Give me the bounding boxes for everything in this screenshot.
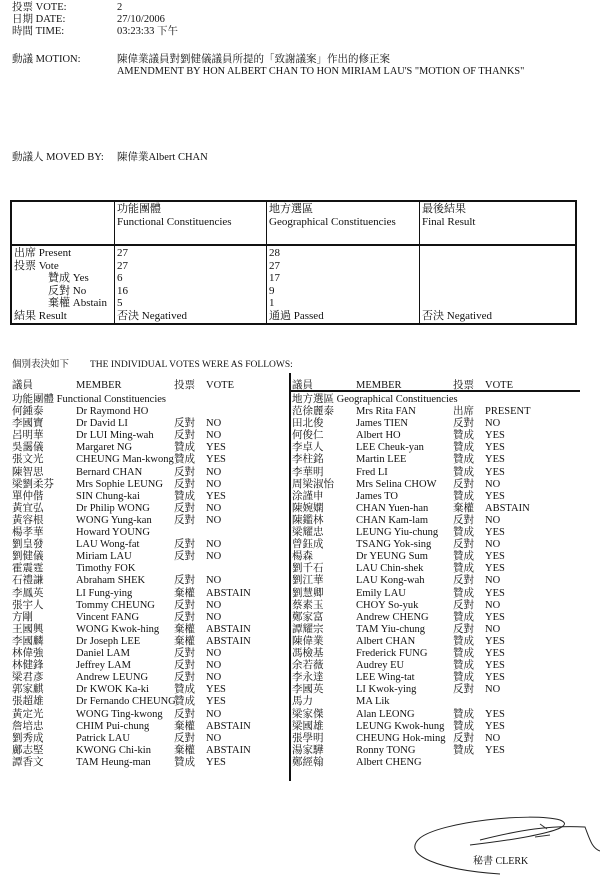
member-name-zh: 黃定光	[12, 708, 44, 720]
time-label: 時間 TIME:	[12, 26, 65, 37]
member-name-en: Ronny TONG	[356, 744, 416, 756]
header-en: Functional Constituencies	[117, 215, 232, 228]
functional-section-title: 功能團體 Functional Constituencies	[12, 394, 166, 405]
member-name-en: Patrick LAU	[76, 732, 130, 744]
vote-zh: 贊成	[174, 442, 195, 454]
vote-zh: 贊成	[174, 756, 195, 768]
vote-en: YES	[206, 756, 226, 768]
vote-zh: 贊成	[453, 660, 474, 672]
vote-en: YES	[206, 696, 226, 708]
member-name-en: SIN Chung-kai	[76, 490, 140, 502]
member-name-zh: 李鳳英	[12, 587, 44, 599]
vote-en: YES	[485, 466, 505, 478]
label-abstain: 棄權 Abstain	[48, 297, 107, 309]
vote-en: ABSTAIN	[206, 623, 251, 635]
vote-zh: 棄權	[453, 502, 474, 514]
geographical-section-title: 地方選區 Geographical Constituencies	[292, 394, 458, 405]
member-name-en: LAU Kong-wah	[356, 575, 425, 587]
vote-en: YES	[206, 490, 226, 502]
member-name-en: LEE Wing-tat	[356, 672, 415, 684]
vote-en: NO	[485, 732, 501, 744]
vote-en: NO	[206, 418, 222, 430]
row-labels	[11, 245, 115, 324]
vote-zh: 反對	[174, 430, 195, 442]
fc-result: 否決 Negatived	[117, 309, 187, 322]
vote-zh: 反對	[453, 478, 474, 490]
member-name-zh: 梁君彥	[12, 672, 44, 684]
vote-zh: 棄權	[174, 744, 195, 756]
member-name-en: LEUNG Kwok-hung	[356, 720, 445, 732]
vote-en: NO	[485, 539, 501, 551]
member-name-zh: 劉慧卿	[292, 587, 324, 599]
vote-zh: 贊成	[453, 708, 474, 720]
vote-en: YES	[206, 454, 226, 466]
vote-zh: 反對	[174, 418, 195, 430]
vote-zh: 贊成	[453, 720, 474, 732]
member-name-en: Mrs Selina CHOW	[356, 478, 437, 490]
member-name-en: Dr Raymond HO	[76, 406, 149, 417]
member-name-zh: 譚耀宗	[292, 623, 324, 635]
member-name-zh: 李國寶	[12, 418, 44, 430]
fc-yes: 6	[117, 272, 123, 284]
vote-zh-header: 投票	[453, 380, 474, 391]
vote-zh: 反對	[453, 732, 474, 744]
vote-en: NO	[206, 599, 222, 611]
member-name-zh: 馬力	[292, 696, 313, 708]
member-name-zh: 黃宜弘	[12, 502, 44, 514]
member-name-en: Dr Fernando CHEUNG	[76, 696, 176, 708]
vote-zh: 贊成	[453, 563, 474, 575]
member-name-en: Dr Philip WONG	[76, 502, 150, 514]
vote-zh: 反對	[453, 599, 474, 611]
member-name-en: Vincent FANG	[76, 611, 140, 623]
member-name-zh: 李華明	[292, 466, 324, 478]
member-name-zh: 陳偉業	[292, 635, 324, 647]
final-result-cell	[420, 245, 577, 324]
member-name-zh: 余若薇	[292, 660, 324, 672]
member-name-en: Dr Joseph LEE	[76, 635, 141, 647]
member-name-zh: 范徐麗泰	[292, 406, 334, 417]
vote-en: NO	[206, 478, 222, 490]
gc-present: 28	[269, 247, 280, 259]
member-name-zh: 馮檢基	[292, 648, 324, 659]
member-name-en: WONG Ting-kwong	[76, 708, 163, 720]
member-name-zh: 楊森	[292, 551, 313, 563]
member-name-en: Jeffrey LAM	[76, 660, 131, 672]
member-name-zh: 鄺志堅	[12, 744, 44, 756]
member-name-zh: 劉江華	[292, 575, 324, 587]
vote-en: PRESENT	[485, 406, 531, 417]
header-zh: 最後結果	[422, 203, 466, 215]
member-name-zh: 湯家驊	[292, 744, 324, 756]
member-name-zh: 何鍾泰	[12, 406, 44, 417]
vote-en: NO	[485, 418, 501, 430]
member-name-en: James TIEN	[356, 418, 409, 430]
member-name-zh: 李柱銘	[292, 454, 324, 466]
member-name-zh: 梁家傑	[292, 708, 324, 720]
vote-en: YES	[485, 551, 505, 563]
vote-zh: 贊成	[453, 587, 474, 599]
label-result: 結果 Result	[14, 309, 67, 322]
vote-en: NO	[485, 623, 501, 635]
summary-table	[10, 200, 577, 325]
header-en: Final Result	[422, 215, 476, 228]
vote-en: YES	[485, 587, 505, 599]
label-no: 反對 No	[48, 284, 87, 297]
member-header: MEMBER	[356, 380, 402, 391]
vote-zh: 贊成	[453, 490, 474, 502]
member-name-en: Audrey EU	[356, 660, 405, 672]
member-name-zh: 梁劉柔芬	[12, 478, 54, 490]
member-name-zh: 涂謹申	[292, 490, 324, 502]
member-name-zh: 霍震霆	[12, 563, 44, 575]
vote-header: VOTE	[485, 380, 513, 391]
vote-en: NO	[485, 684, 501, 696]
vote-number-value: 2	[117, 2, 123, 13]
vote-en: YES	[485, 442, 505, 454]
vote-en: ABSTAIN	[206, 744, 251, 756]
vote-zh: 反對	[174, 575, 195, 587]
vote-en: YES	[485, 744, 505, 756]
vote-en: YES	[485, 660, 505, 672]
vote-en: YES	[485, 430, 505, 442]
member-name-zh: 曾鈺成	[292, 539, 324, 551]
member-name-zh: 李永達	[292, 672, 324, 684]
vote-en: NO	[206, 430, 222, 442]
member-name-en: Dr David LI	[76, 418, 128, 430]
clerk-signature	[380, 800, 600, 876]
vote-zh: 棄權	[174, 623, 195, 635]
member-name-zh: 單仲偕	[12, 490, 44, 502]
member-name-en: CHAN Kam-lam	[356, 514, 429, 526]
vote-zh: 贊成	[174, 454, 195, 466]
date-value: 27/10/2006	[117, 14, 165, 25]
member-name-zh: 陳婉嫻	[292, 502, 324, 514]
vote-en: YES	[485, 611, 505, 623]
column-divider	[289, 373, 291, 781]
fc-abstain: 5	[117, 297, 123, 309]
fc-present: 27	[117, 247, 128, 259]
member-name-en: Emily LAU	[356, 587, 406, 599]
final-result-value: 否決 Negatived	[422, 309, 492, 322]
vote-en: NO	[206, 732, 222, 744]
member-name-zh: 林偉強	[12, 648, 44, 659]
vote-zh: 贊成	[174, 490, 195, 502]
member-name-zh: 吳靄儀	[12, 442, 44, 454]
motion-title-zh: 陳偉業議員對劉健儀議員所提的「致謝議案」作出的修正案	[117, 54, 390, 65]
member-name-zh: 梁耀忠	[292, 527, 324, 538]
vote-zh: 反對	[174, 514, 195, 526]
vote-en: ABSTAIN	[206, 587, 251, 599]
vote-zh: 贊成	[453, 635, 474, 647]
member-name-zh: 劉皇發	[12, 539, 44, 551]
member-name-zh: 呂明華	[12, 430, 44, 442]
geographical-header	[267, 201, 420, 245]
member-name-en: Frederick FUNG	[356, 648, 428, 659]
vote-zh: 贊成	[453, 551, 474, 563]
vote-zh: 贊成	[453, 648, 474, 659]
member-name-zh: 周梁淑怡	[292, 478, 334, 490]
member-name-en: LEE Cheuk-yan	[356, 442, 424, 454]
motion-title-en: AMENDMENT BY HON ALBERT CHAN TO HON MIRIAM LAU'S "MOTION OF THANKS"	[117, 66, 525, 77]
vote-en: YES	[485, 454, 505, 466]
vote-en: YES	[485, 648, 505, 659]
label-present: 出席 Present	[14, 247, 72, 259]
vote-zh: 反對	[453, 623, 474, 635]
member-name-en: James TO	[356, 490, 398, 502]
vote-en: YES	[206, 684, 226, 696]
member-name-zh: 張宇人	[12, 599, 44, 611]
member-name-zh: 李國麟	[12, 635, 44, 647]
member-name-zh: 何俊仁	[292, 430, 324, 442]
vote-zh: 反對	[174, 732, 195, 744]
member-name-en: Albert CHENG	[356, 756, 422, 768]
member-name-en: LI Fung-ying	[76, 587, 133, 599]
final-result-header	[420, 201, 577, 245]
member-name-zh: 李卓人	[292, 442, 324, 454]
member-name-zh: 林健鋒	[12, 660, 44, 672]
member-name-zh: 張文光	[12, 454, 44, 466]
vote-en: YES	[485, 635, 505, 647]
member-zh-header: 議員	[292, 380, 313, 391]
member-name-en: Dr KWOK Ka-ki	[76, 684, 149, 696]
vote-zh: 反對	[174, 466, 195, 478]
member-name-en: Albert HO	[356, 430, 401, 442]
member-name-en: Abraham SHEK	[76, 575, 146, 587]
member-name-zh: 王國興	[12, 623, 44, 635]
member-name-en: TSANG Yok-sing	[356, 539, 432, 551]
vote-en: ABSTAIN	[206, 635, 251, 647]
vote-zh: 反對	[453, 418, 474, 430]
member-name-zh: 李國英	[292, 684, 324, 696]
vote-zh: 棄權	[174, 587, 195, 599]
functional-values	[115, 245, 267, 324]
member-name-en: WONG Yung-kan	[76, 514, 152, 526]
vote-zh: 反對	[453, 539, 474, 551]
gc-yes: 17	[269, 272, 280, 284]
member-name-zh: 劉秀成	[12, 732, 44, 744]
vote-zh: 贊成	[453, 442, 474, 454]
vote-zh: 反對	[174, 660, 195, 672]
clerk-label: 秘書 CLERK	[473, 856, 529, 867]
member-name-en: Fred LI	[356, 466, 388, 478]
member-name-zh: 郭家麒	[12, 684, 44, 696]
member-name-zh: 詹培忠	[12, 720, 44, 732]
functional-header	[115, 201, 267, 245]
vote-zh: 贊成	[453, 454, 474, 466]
member-name-en: Timothy FOK	[76, 563, 136, 575]
vote-en: NO	[206, 466, 222, 478]
member-name-en: Daniel LAM	[76, 648, 130, 659]
vote-zh: 棄權	[174, 720, 195, 732]
label-vote: 投票 Vote	[14, 259, 59, 272]
member-name-en: Mrs Rita FAN	[356, 406, 416, 417]
vote-en: NO	[206, 708, 222, 720]
vote-zh: 贊成	[453, 611, 474, 623]
member-name-en: LAU Wong-fat	[76, 539, 140, 551]
vote-zh: 反對	[453, 575, 474, 587]
moved-by-value: 陳偉業Albert CHAN	[117, 152, 208, 163]
member-name-en: TAM Heung-man	[76, 756, 151, 768]
member-name-en: KWONG Chi-kin	[76, 744, 151, 756]
member-name-zh: 陳鑑林	[292, 514, 324, 526]
vote-en: NO	[485, 514, 501, 526]
member-name-en: Dr YEUNG Sum	[356, 551, 428, 563]
vote-zh: 棄權	[174, 635, 195, 647]
member-name-zh: 劉千石	[292, 563, 324, 575]
vote-zh: 贊成	[453, 527, 474, 538]
vote-en: YES	[485, 563, 505, 575]
member-name-en: Howard YOUNG	[76, 527, 150, 538]
member-name-zh: 張學明	[292, 732, 324, 744]
member-name-en: Mrs Sophie LEUNG	[76, 478, 163, 490]
vote-zh: 反對	[453, 684, 474, 696]
header-en: Geographical Constituencies	[269, 215, 396, 228]
vote-en: YES	[485, 527, 505, 538]
gc-no: 9	[269, 284, 275, 297]
member-name-zh: 黃容根	[12, 514, 44, 526]
member-name-en: Tommy CHEUNG	[76, 599, 155, 611]
member-name-en: CHAN Yuen-han	[356, 502, 429, 514]
vote-zh: 反對	[174, 502, 195, 514]
member-name-en: Martin LEE	[356, 454, 407, 466]
vote-zh-header: 投票	[174, 380, 195, 391]
vote-zh: 反對	[174, 672, 195, 684]
member-name-zh: 石禮謙	[12, 575, 44, 587]
member-name-en: CHOY So-yuk	[356, 599, 419, 611]
vote-en: NO	[206, 575, 222, 587]
member-name-en: Miriam LAU	[76, 551, 132, 563]
vote-en: ABSTAIN	[485, 502, 530, 514]
member-name-en: CHEUNG Man-kwong	[76, 454, 174, 466]
member-name-en: Bernard CHAN	[76, 466, 143, 478]
member-name-en: Andrew LEUNG	[76, 672, 149, 684]
member-name-zh: 鄭經翰	[292, 756, 324, 768]
vote-zh: 贊成	[453, 672, 474, 684]
member-name-en: LI Kwok-ying	[356, 684, 417, 696]
vote-zh: 反對	[174, 708, 195, 720]
member-zh-header: 議員	[12, 380, 33, 391]
member-name-en: Alan LEONG	[356, 708, 415, 720]
gc-result: 通過 Passed	[269, 309, 324, 322]
vote-number-label: 投票 VOTE:	[12, 2, 67, 13]
member-name-zh: 梁國雄	[292, 720, 324, 732]
vote-en: YES	[485, 708, 505, 720]
vote-en: NO	[206, 551, 222, 563]
vote-en: ABSTAIN	[206, 720, 251, 732]
vote-zh: 出席	[453, 406, 474, 417]
member-name-zh: 田北俊	[292, 418, 324, 430]
vote-zh: 反對	[453, 514, 474, 526]
member-name-zh: 陳智思	[12, 466, 44, 478]
member-name-zh: 鄭家富	[292, 611, 324, 623]
gc-abstain: 1	[269, 297, 275, 309]
motion-label: 動議 MOTION:	[12, 54, 81, 65]
member-name-en: WONG Kwok-hing	[76, 623, 160, 635]
vote-en: NO	[206, 502, 222, 514]
vote-zh: 反對	[174, 478, 195, 490]
member-name-en: CHEUNG Hok-ming	[356, 732, 446, 744]
vote-zh: 反對	[174, 599, 195, 611]
label-yes: 贊成 Yes	[48, 272, 89, 284]
individual-votes-heading-zh: 個別表決如下	[12, 360, 70, 370]
vote-zh: 贊成	[453, 744, 474, 756]
member-name-en: TAM Yiu-chung	[356, 623, 426, 635]
header-underline	[290, 390, 580, 392]
date-label: 日期 DATE:	[12, 14, 66, 25]
vote-zh: 反對	[174, 611, 195, 623]
vote-en: YES	[485, 672, 505, 684]
geographical-values	[267, 245, 420, 324]
member-name-en: CHIM Pui-chung	[76, 720, 150, 732]
vote-zh: 反對	[174, 648, 195, 659]
member-name-en: MA Lik	[356, 696, 390, 708]
member-name-zh: 張超雄	[12, 696, 44, 708]
gc-vote: 27	[269, 259, 280, 272]
member-name-zh: 劉健儀	[12, 551, 44, 563]
time-value: 03:23:33 下午	[117, 26, 178, 37]
vote-en: NO	[485, 599, 501, 611]
member-name-en: LEUNG Yiu-chung	[356, 527, 439, 538]
member-name-en: Albert CHAN	[356, 635, 416, 647]
vote-en: NO	[206, 611, 222, 623]
member-name-en: LAU Chin-shek	[356, 563, 424, 575]
vote-zh: 贊成	[174, 696, 195, 708]
member-name-en: Dr LUI Ming-wah	[76, 430, 154, 442]
vote-en: NO	[206, 672, 222, 684]
member-name-en: Margaret NG	[76, 442, 133, 454]
vote-en: NO	[206, 514, 222, 526]
vote-en: NO	[485, 575, 501, 587]
vote-en: NO	[485, 478, 501, 490]
vote-en: YES	[485, 490, 505, 502]
fc-vote: 27	[117, 259, 128, 272]
moved-by-label: 動議人 MOVED BY:	[12, 152, 104, 163]
vote-zh: 反對	[174, 539, 195, 551]
header-zh: 功能團體	[117, 203, 161, 215]
individual-votes-heading-en: THE INDIVIDUAL VOTES WERE AS FOLLOWS:	[90, 360, 293, 370]
vote-header: VOTE	[206, 380, 234, 391]
fc-no: 16	[117, 284, 128, 297]
vote-zh: 贊成	[453, 466, 474, 478]
vote-en: NO	[206, 648, 222, 659]
vote-en: YES	[485, 720, 505, 732]
vote-en: YES	[206, 442, 226, 454]
vote-zh: 贊成	[174, 684, 195, 696]
vote-zh: 反對	[174, 551, 195, 563]
member-name-zh: 譚香文	[12, 756, 44, 768]
vote-zh: 贊成	[453, 430, 474, 442]
member-name-zh: 蔡素玉	[292, 599, 324, 611]
header-zh: 地方選區	[269, 203, 313, 215]
member-name-zh: 楊孝華	[12, 527, 44, 538]
member-header: MEMBER	[76, 380, 122, 391]
vote-en: NO	[206, 660, 222, 672]
vote-en: NO	[206, 539, 222, 551]
member-name-zh: 方剛	[12, 611, 33, 623]
member-name-en: Andrew CHENG	[356, 611, 429, 623]
